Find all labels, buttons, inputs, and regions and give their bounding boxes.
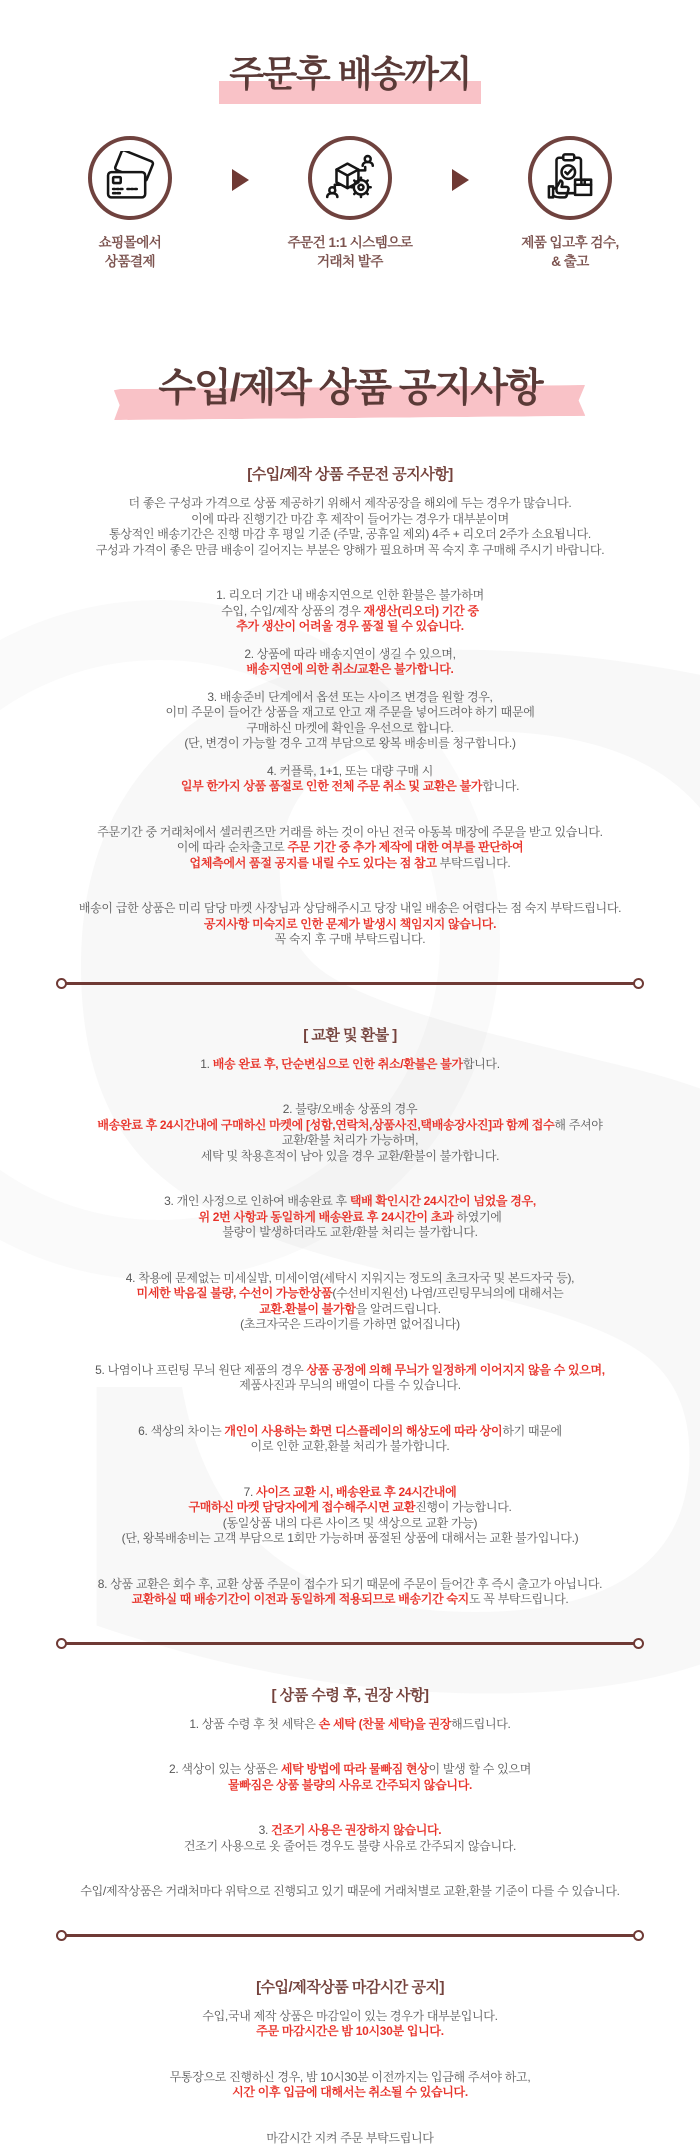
notice-header — [0, 271, 700, 413]
body-text: 꼭 숙지 후 구매 부탁드립니다. — [275, 932, 426, 946]
body-text: 진행이 가능합니다. — [415, 1500, 511, 1514]
text-line — [0, 496, 700, 512]
emphasis-text: 공지사항 미숙지로 인한 문제가 발생시 책임지지 않습니다. — [204, 917, 496, 931]
paragraph — [0, 1424, 700, 1455]
text-line — [0, 932, 700, 948]
text-line — [0, 1592, 700, 1608]
divider-endpoint — [56, 1930, 67, 1941]
order-system-icon — [308, 136, 392, 220]
emphasis-text: 주문 기간 중 추가 제작에 대한 여부를 판단하여 — [287, 840, 523, 854]
body-text: 1. — [200, 1057, 212, 1071]
emphasis-text: 교환.환불이 불가함 — [259, 1302, 355, 1316]
body-text: 건조기 사용으로 옷 줄어든 경우도 불량 사유로 간주되지 않습니다. — [184, 1839, 516, 1853]
text-line — [0, 825, 700, 841]
emphasis-text: 업체측에서 품절 공지를 내릴 수도 있다는 점 참고 — [190, 856, 437, 870]
body-text: 을 알려드립니다. — [356, 1302, 441, 1316]
order-process-steps — [0, 136, 700, 271]
paragraph — [0, 1102, 700, 1164]
section-deadline — [0, 1976, 700, 2146]
text-line — [0, 721, 700, 737]
body-text: 5. 나염이나 프린팅 무늬 원단 제품의 경우 — [95, 1363, 306, 1377]
emphasis-text: 배송 완료 후, 단순변심으로 인한 취소/환불은 불가 — [213, 1057, 463, 1071]
paragraph — [0, 1363, 700, 1394]
body-text: 더 좋은 구성과 가격으로 상품 제공하기 위해서 제작공장을 해외에 두는 경우가 많습니다. — [129, 496, 572, 510]
text-line — [0, 1577, 700, 1593]
inspection-shipping-icon — [528, 136, 612, 220]
emphasis-text: 주문 마감시간은 밤 10시30분 입니다. — [256, 2024, 443, 2038]
text-line — [0, 1286, 700, 1302]
text-line — [0, 1118, 700, 1134]
step-label-line2: & 출고 — [521, 252, 619, 271]
emphasis-text: 위 2번 사항과 동일하게 배송완료 후 24시간이 초과 — [198, 1210, 453, 1224]
emphasis-text: 배송완료 후 24시간내에 구매하신 마켓에 [성함,연락처,상품사진,택배송장사진]과 함께 접수 — [97, 1118, 554, 1132]
paragraph — [0, 825, 700, 872]
body-text: 주문기간 중 거래처에서 셀러퀸즈만 거래를 하는 것이 아닌 전국 아동복 매장에 주문을 받고 있습니다. — [97, 825, 602, 839]
body-text: (단, 왕복배송비는 고객 부담으로 1회만 가능하며 품절된 상품에 대해서는 교환 불가입니다.) — [122, 1531, 579, 1545]
paragraph — [0, 1271, 700, 1333]
paragraph — [0, 1717, 700, 1733]
paragraph — [0, 1823, 700, 1854]
paragraph — [0, 1577, 700, 1608]
text-line — [0, 662, 700, 678]
section-divider — [56, 978, 644, 990]
text-line — [0, 1823, 700, 1839]
body-text: 구매하신 마켓에 확인을 우선으로 합니다. — [246, 721, 453, 735]
order-to-delivery-header — [0, 46, 700, 104]
body-text: 마감시간 지켜 주문 부탁드립니다 — [266, 2131, 433, 2145]
body-text: 도 꼭 부탁드립니다. — [469, 1592, 568, 1606]
body-text: 2. 불량/오배송 상품의 경우 — [283, 1102, 417, 1116]
emphasis-text: 재생산(리오더) 기간 중 — [364, 604, 479, 618]
step-label — [99, 233, 162, 271]
step-label-line1: 쇼핑몰에서 — [99, 233, 162, 252]
text-line — [0, 1149, 700, 1165]
text-line — [0, 1516, 700, 1532]
body-text: (단, 변경이 가능할 경우 고객 부담으로 왕복 배송비를 청구합니다.) — [184, 736, 515, 750]
page-title: 주문후 배송까지 — [219, 46, 480, 104]
text-line — [0, 2070, 700, 2086]
step-order-system — [257, 136, 443, 271]
section-heading: [수입/제작상품 마감시간 공지] — [0, 1976, 700, 1997]
text-line — [0, 1317, 700, 1333]
text-line — [0, 1439, 700, 1455]
body-text: 이에 따라 진행기간 마감 후 제작이 들어가는 경우가 대부분이며 — [191, 512, 509, 526]
body-text: 3. 배송준비 단계에서 옵션 또는 사이즈 변경을 원할 경우, — [207, 690, 492, 704]
paragraph — [0, 496, 700, 558]
text-line — [0, 901, 700, 917]
text-line — [0, 1133, 700, 1149]
step-label-line1: 제품 입고후 검수, — [521, 233, 619, 252]
step-label-line2: 거래처 발주 — [288, 252, 413, 271]
body-text: 제품사진과 무늬의 배열이 다를 수 있습니다. — [239, 1378, 460, 1392]
paragraph — [0, 901, 700, 948]
text-line — [0, 1210, 700, 1226]
paragraph — [0, 2131, 700, 2146]
text-line — [0, 647, 700, 663]
body-text: 통상적인 배송기간은 진행 마감 후 평일 기준 (주말, 공휴일 제외) 4주 + 리오더 2주가 소요됩니다. — [109, 527, 591, 541]
section-divider — [56, 1930, 644, 1942]
text-line — [0, 527, 700, 543]
text-line — [0, 1302, 700, 1318]
section-body — [0, 1717, 700, 1900]
text-line — [0, 1485, 700, 1501]
text-line — [0, 1531, 700, 1547]
emphasis-text: 배송지연에 의한 취소/교환은 불가합니다. — [246, 662, 453, 676]
text-line — [0, 619, 700, 635]
text-line — [0, 512, 700, 528]
divider-endpoint — [633, 1638, 644, 1649]
emphasis-text: 물빠짐은 상품 불량의 사유로 간주되지 않습니다. — [228, 1778, 472, 1792]
text-line — [0, 764, 700, 780]
body-text: 해 주셔야 — [554, 1118, 602, 1132]
divider-endpoint — [633, 978, 644, 989]
divider-line — [62, 1934, 638, 1937]
text-line — [0, 1424, 700, 1440]
paragraph — [0, 647, 700, 678]
body-text: 하였기에 — [453, 1210, 501, 1224]
step-label-line1: 주문건 1:1 시스템으로 — [288, 233, 413, 252]
text-line — [0, 856, 700, 872]
text-line — [0, 1271, 700, 1287]
text-line — [0, 1839, 700, 1855]
section-pre-order — [0, 463, 700, 948]
text-line — [0, 736, 700, 752]
divider-line — [62, 982, 638, 985]
text-line — [0, 1717, 700, 1733]
body-text: (초크자국은 드라이기를 가하면 없어집니다) — [240, 1317, 460, 1331]
arrow-right-icon — [443, 169, 477, 191]
body-text: 배송이 급한 상품은 미리 담당 마켓 사장님과 상담해주시고 당장 내일 배송은 어렵다는 점 숙지 부탁드립니다. — [79, 901, 621, 915]
text-line — [0, 1225, 700, 1241]
text-line — [0, 2024, 700, 2040]
text-line — [0, 1378, 700, 1394]
step-label-line2: 상품결제 — [99, 252, 162, 271]
divider-endpoint — [633, 1930, 644, 1941]
emphasis-text: 교환하실 때 배송기간이 이전과 동일하게 적용되므로 배송기간 숙지 — [132, 1592, 469, 1606]
paragraph — [0, 764, 700, 795]
emphasis-text: 택배 확인시간 24시간이 넘었을 경우, — [350, 1194, 536, 1208]
text-line — [0, 917, 700, 933]
divider-line — [62, 1642, 638, 1645]
notice-title: 수입/제작 상품 공지사항 — [158, 367, 541, 410]
text-line — [0, 2009, 700, 2025]
body-text: 수입, 수입/제작 상품의 경우 — [221, 604, 363, 618]
text-line — [0, 1762, 700, 1778]
body-text: (동일상품 내의 다른 사이즈 및 색상으로 교환 가능) — [223, 1516, 477, 1530]
emphasis-text: 구매하신 마켓 담당자에게 접수해주시면 교환 — [188, 1500, 415, 1514]
text-line — [0, 2131, 700, 2146]
divider-endpoint — [56, 1638, 67, 1649]
body-text: 교환/환불 처리가 가능하며, — [282, 1133, 418, 1147]
section-heading: [수입/제작 상품 주문전 공지사항] — [0, 463, 700, 484]
text-line — [0, 2085, 700, 2101]
text-line — [0, 1057, 700, 1073]
body-text: 6. 색상의 차이는 — [138, 1424, 224, 1438]
body-text: 합니다. — [482, 779, 519, 793]
section-heading: [ 상품 수령 후, 권장 사항] — [0, 1684, 700, 1705]
text-line — [0, 1363, 700, 1379]
credit-card-icon — [88, 136, 172, 220]
text-line — [0, 1194, 700, 1210]
body-text: 4. 커플룩, 1+1, 또는 대량 구매 시 — [267, 764, 433, 778]
paragraph — [0, 1762, 700, 1793]
body-text: 세탁 및 착용흔적이 남아 있을 경우 교환/환불이 불가합니다. — [201, 1149, 499, 1163]
section-heading: [ 교환 및 환불 ] — [0, 1024, 700, 1045]
step-label — [521, 233, 619, 271]
step-inspection — [477, 136, 663, 271]
body-text: 8. 상품 교환은 회수 후, 교환 상품 주문이 접수가 되기 때문에 주문이 들어간 후 즉시 출고가 아닙니다. — [98, 1577, 602, 1591]
text-line — [0, 1778, 700, 1794]
paragraph — [0, 1485, 700, 1547]
body-text: 7. — [244, 1485, 256, 1499]
paragraph — [0, 690, 700, 752]
body-text: (수선비지원선) 나염/프린팅무늬의에 대해서는 — [332, 1286, 563, 1300]
emphasis-text: 추가 생산이 어려울 경우 품절 될 수 있습니다. — [236, 619, 464, 633]
section-divider — [56, 1638, 644, 1650]
body-text: 1. 리오더 기간 내 배송지연으로 인한 환불은 불가하며 — [216, 588, 484, 602]
section-body — [0, 496, 700, 948]
body-text: 이미 주문이 들어간 상품을 재고로 안고 재 주문을 넣어드려야 하기 때문에 — [165, 705, 534, 719]
section-exchange-refund — [0, 1024, 700, 1608]
notice-title-wrap — [158, 357, 541, 413]
body-text: 수입/제작상품은 거래처마다 위탁으로 진행되고 있기 때문에 거래처별로 교환,환불 기준이 다를 수 있습니다. — [80, 1884, 619, 1898]
text-line — [0, 690, 700, 706]
paragraph — [0, 1194, 700, 1241]
paragraph — [0, 2070, 700, 2101]
body-text: 합니다. — [463, 1057, 500, 1071]
body-text: 1. 상품 수령 후 첫 세탁은 — [189, 1717, 318, 1731]
text-line — [0, 705, 700, 721]
section-after-receipt — [0, 1684, 700, 1900]
text-line — [0, 1500, 700, 1516]
divider-endpoint — [56, 978, 67, 989]
body-text: 하기 때문에 — [502, 1424, 562, 1438]
body-text: 3. — [259, 1823, 271, 1837]
emphasis-text: 세탁 방법에 따라 물빠짐 현상 — [281, 1762, 429, 1776]
text-line — [0, 840, 700, 856]
body-text: 4. 착용에 문제없는 미세실밥, 미세이염(세탁시 지워지는 정도의 초크자국 및 본드자국 등), — [126, 1271, 574, 1285]
emphasis-text: 손 세탁 (찬물 세탁)을 권장 — [319, 1717, 451, 1731]
text-line — [0, 604, 700, 620]
step-payment — [37, 136, 223, 271]
section-body — [0, 1057, 700, 1608]
body-text: 이로 인한 교환,환불 처리가 불가합니다. — [251, 1439, 450, 1453]
body-text: 3. 개인 사정으로 인하여 배송완료 후 — [164, 1194, 350, 1208]
text-line — [0, 588, 700, 604]
body-text: 불량이 발생하더라도 교환/환불 처리는 불가합니다. — [222, 1225, 477, 1239]
emphasis-text: 건조기 사용은 권장하지 않습니다. — [271, 1823, 441, 1837]
emphasis-text: 미세한 박음질 불량, 수선이 가능한상품 — [137, 1286, 333, 1300]
body-text: 해드립니다. — [451, 1717, 511, 1731]
body-text: 수입,국내 제작 상품은 마감일이 있는 경우가 대부분입니다. — [202, 2009, 497, 2023]
emphasis-text: 상품 공정에 의해 무늬가 일정하게 이어지지 않을 수 있으며, — [307, 1363, 605, 1377]
arrow-right-icon — [223, 169, 257, 191]
body-text: 무통장으로 진행하신 경우, 밤 10시30분 이전까지는 입금해 주셔야 하고, — [170, 2070, 531, 2084]
text-line — [0, 1102, 700, 1118]
body-text: 부탁드립니다. — [437, 856, 511, 870]
paragraph — [0, 1057, 700, 1073]
emphasis-text: 사이즈 교환 시, 배송완료 후 24시간내에 — [256, 1485, 456, 1499]
emphasis-text: 개인이 사용하는 화면 디스플레이의 해상도에 따라 상이 — [224, 1424, 502, 1438]
emphasis-text: 일부 한가지 상품 품절로 인한 전체 주문 취소 및 교환은 불가 — [181, 779, 482, 793]
section-body — [0, 2009, 700, 2146]
body-text: 구성과 가격이 좋은 만큼 배송이 길어지는 부분은 양해가 필요하며 꼭 숙지 후 구매해 주시기 바랍니다. — [96, 543, 605, 557]
text-line — [0, 1884, 700, 1900]
body-text: 2. 상품에 따라 배송지연이 생길 수 있으며, — [244, 647, 455, 661]
emphasis-text: 시간 이후 입금에 대해서는 취소될 수 있습니다. — [232, 2085, 468, 2099]
body-text: 이에 따라 순차출고로 — [177, 840, 288, 854]
paragraph — [0, 588, 700, 635]
text-line — [0, 543, 700, 559]
body-text: 이 발생 할 수 있으며 — [429, 1762, 531, 1776]
paragraph — [0, 1884, 700, 1900]
paragraph — [0, 2009, 700, 2040]
text-line — [0, 779, 700, 795]
body-text: 2. 색상이 있는 상품은 — [169, 1762, 281, 1776]
step-label — [288, 233, 413, 271]
